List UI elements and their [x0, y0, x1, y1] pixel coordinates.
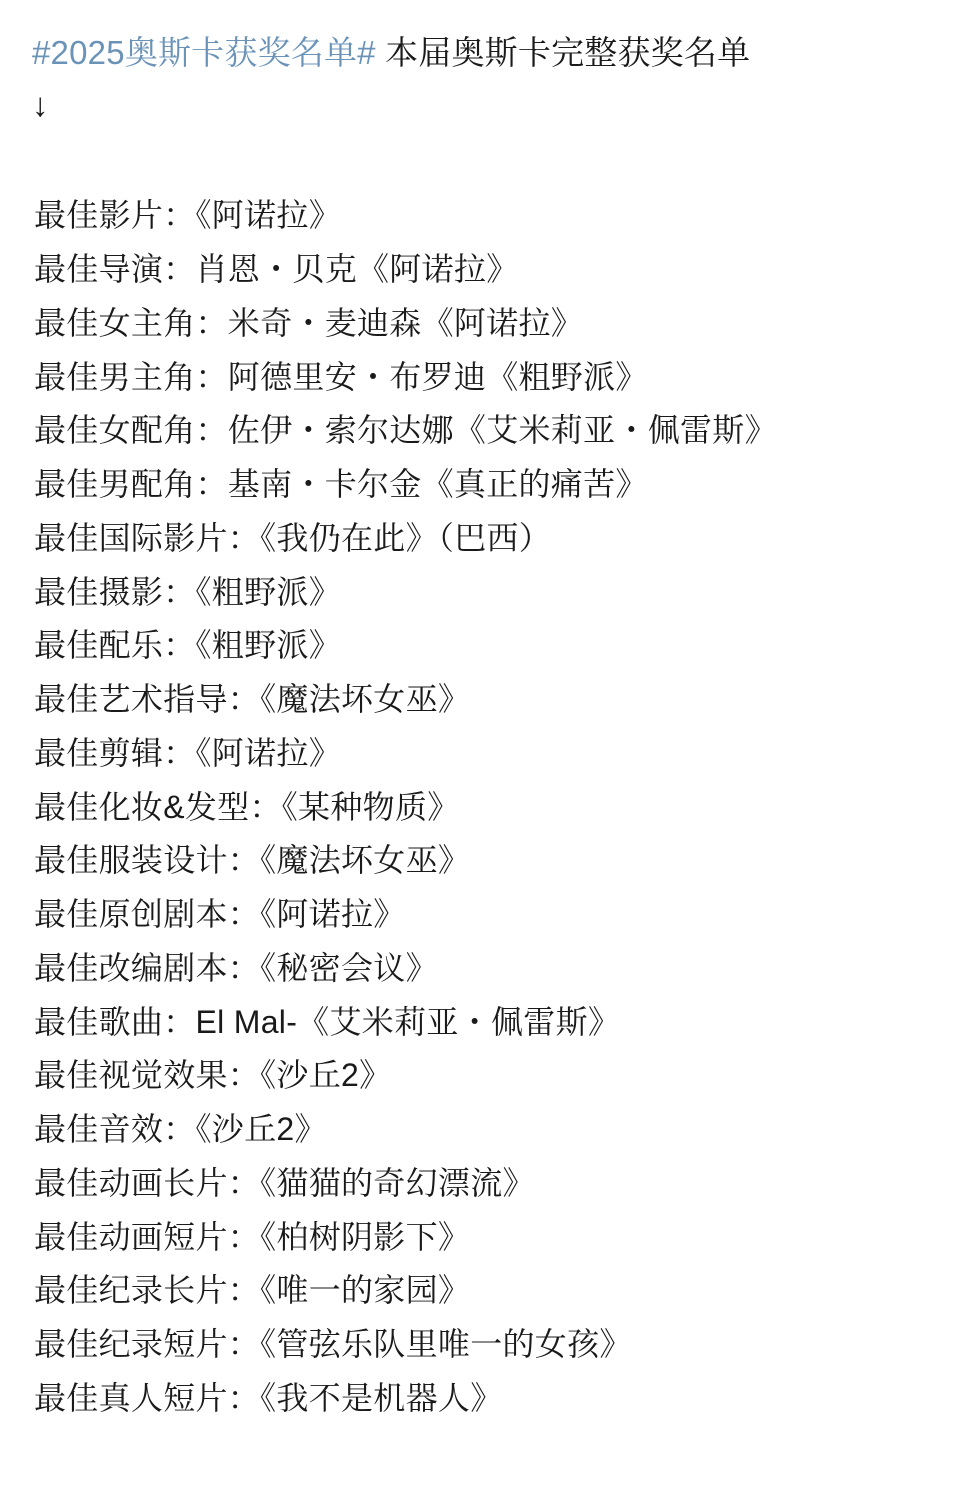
list-item: 最佳配乐：《粗野派》 — [34, 627, 342, 664]
list-item: 最佳国际影片：《我仍在此》（巴西） — [34, 519, 552, 556]
hashtag-topic-link[interactable]: #2025奥斯卡获奖名单# — [32, 34, 376, 71]
award-list — [28, 189, 932, 1425]
list-item: 最佳化妆&发型：《某种物质》 — [34, 788, 460, 825]
list-item: 最佳动画短片：《柏树阴影下》 — [34, 1218, 471, 1255]
list-item: 最佳音效：《沙丘2》 — [34, 1111, 327, 1148]
list-item: 最佳女主角：米奇・麦迪森《阿诺拉》 — [34, 304, 584, 341]
page-title-text: 本届奥斯卡完整获奖名单 — [375, 34, 751, 71]
list-item: 最佳纪录长片：《唯一的家园》 — [34, 1272, 471, 1309]
list-item: 最佳服装设计：《魔法坏女巫》 — [34, 842, 471, 879]
list-item: 最佳男主角：阿德里安・布罗迪《粗野派》 — [34, 358, 648, 395]
list-item: 最佳纪录短片：《管弦乐队里唯一的女孩》 — [34, 1326, 632, 1363]
list-item: 最佳真人短片：《我不是机器人》 — [34, 1379, 503, 1416]
list-item: 最佳导演：肖恩・贝克《阿诺拉》 — [34, 251, 519, 288]
list-item: 最佳视觉效果：《沙丘2》 — [34, 1057, 392, 1094]
list-item: 最佳女配角：佐伊・索尔达娜《艾米莉亚・佩雷斯》 — [34, 412, 777, 449]
list-item: 最佳歌曲：El Mal-《艾米莉亚・佩雷斯》 — [34, 1003, 621, 1040]
list-item: 最佳剪辑：《阿诺拉》 — [34, 734, 342, 771]
list-item: 最佳摄影：《粗野派》 — [34, 573, 342, 610]
content-spacer — [28, 127, 932, 189]
list-item: 最佳动画长片：《猫猫的奇幻漂流》 — [34, 1164, 535, 1201]
page-title — [32, 30, 932, 77]
list-item: 最佳艺术指导：《魔法坏女巫》 — [34, 681, 471, 718]
list-item: 最佳改编剧本：《秘密会议》 — [34, 949, 438, 986]
list-item: 最佳原创剧本：《阿诺拉》 — [34, 896, 406, 933]
list-item: 最佳影片：《阿诺拉》 — [34, 197, 342, 234]
list-item: 最佳男配角：基南・卡尔金《真正的痛苦》 — [34, 466, 648, 503]
down-arrow-icon: ↓ — [32, 85, 49, 123]
